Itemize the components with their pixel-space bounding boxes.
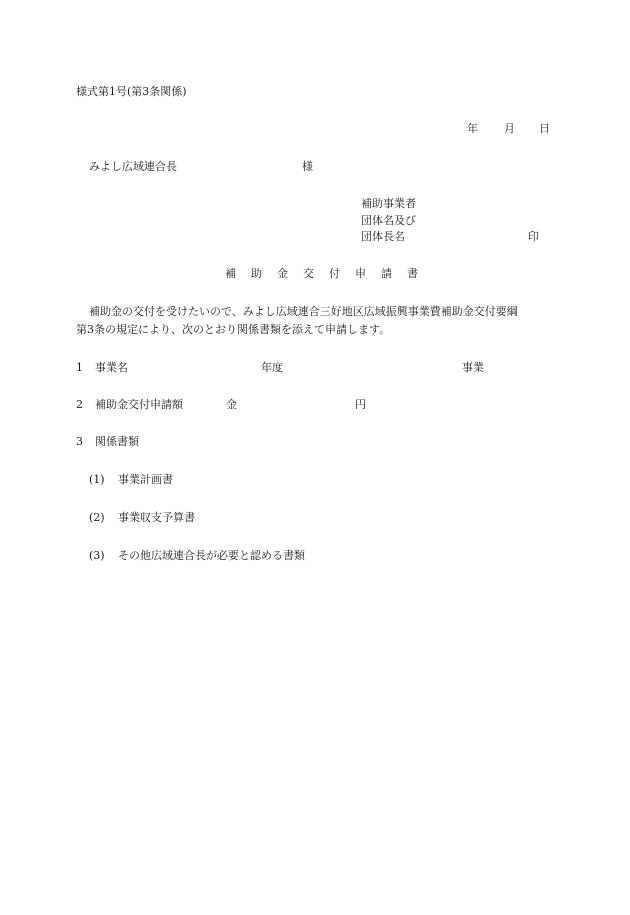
item-2-unit: 円: [355, 398, 366, 411]
document-item-3-number: (3): [89, 549, 105, 562]
title-char: 付: [329, 267, 340, 280]
document-item-1-number: (1): [89, 473, 105, 486]
body-line-2: 第3条の規定により、次のとおり関係書類を添えて申請します。: [76, 323, 391, 336]
body-line-1: 補助金の交付を受けたいので、みよし広域連合三好地区広域振興事業費補助金交付要綱: [89, 305, 518, 318]
title-char: 申: [355, 267, 366, 280]
document-item-1-label: 事業計画書: [118, 473, 173, 486]
item-3-number: 3: [76, 435, 83, 448]
addressee-name: みよし広域連合長: [89, 160, 177, 173]
title-char: 書: [407, 267, 418, 280]
item-2-number: 2: [76, 398, 83, 411]
applicant-line-3: 団体長名: [361, 230, 405, 243]
applicant-line-1: 補助事業者: [361, 197, 416, 210]
form-number: 様式第1号(第3条関係): [76, 85, 187, 98]
item-2-label: 補助金交付申請額: [95, 398, 183, 411]
title-char: 請: [381, 267, 392, 280]
date-day-label: 日: [539, 122, 550, 135]
document-title: [225, 268, 433, 279]
applicant-line-2: 団体名及び: [361, 214, 416, 227]
title-char: 交: [303, 267, 314, 280]
item-1-label: 事業名: [95, 361, 128, 374]
date-month-label: 月: [504, 122, 515, 135]
title-char: 補: [225, 267, 236, 280]
item-3-label: 関係書類: [95, 435, 139, 448]
item-2-prefix: 金: [226, 398, 237, 411]
item-1-number: 1: [76, 361, 83, 374]
title-char: 金: [277, 267, 288, 280]
item-1-suffix: 事業: [462, 361, 484, 374]
document-item-3-label: その他広域連合長が必要と認める書類: [118, 549, 305, 562]
document-item-2-number: (2): [89, 511, 105, 524]
addressee-honorific: 様: [302, 160, 313, 173]
seal-mark: 印: [528, 230, 539, 243]
title-char: 助: [251, 267, 262, 280]
document-item-2-label: 事業収支予算書: [118, 511, 195, 524]
date-year-label: 年: [467, 122, 478, 135]
item-1-fiscal-year: 年度: [261, 361, 283, 374]
